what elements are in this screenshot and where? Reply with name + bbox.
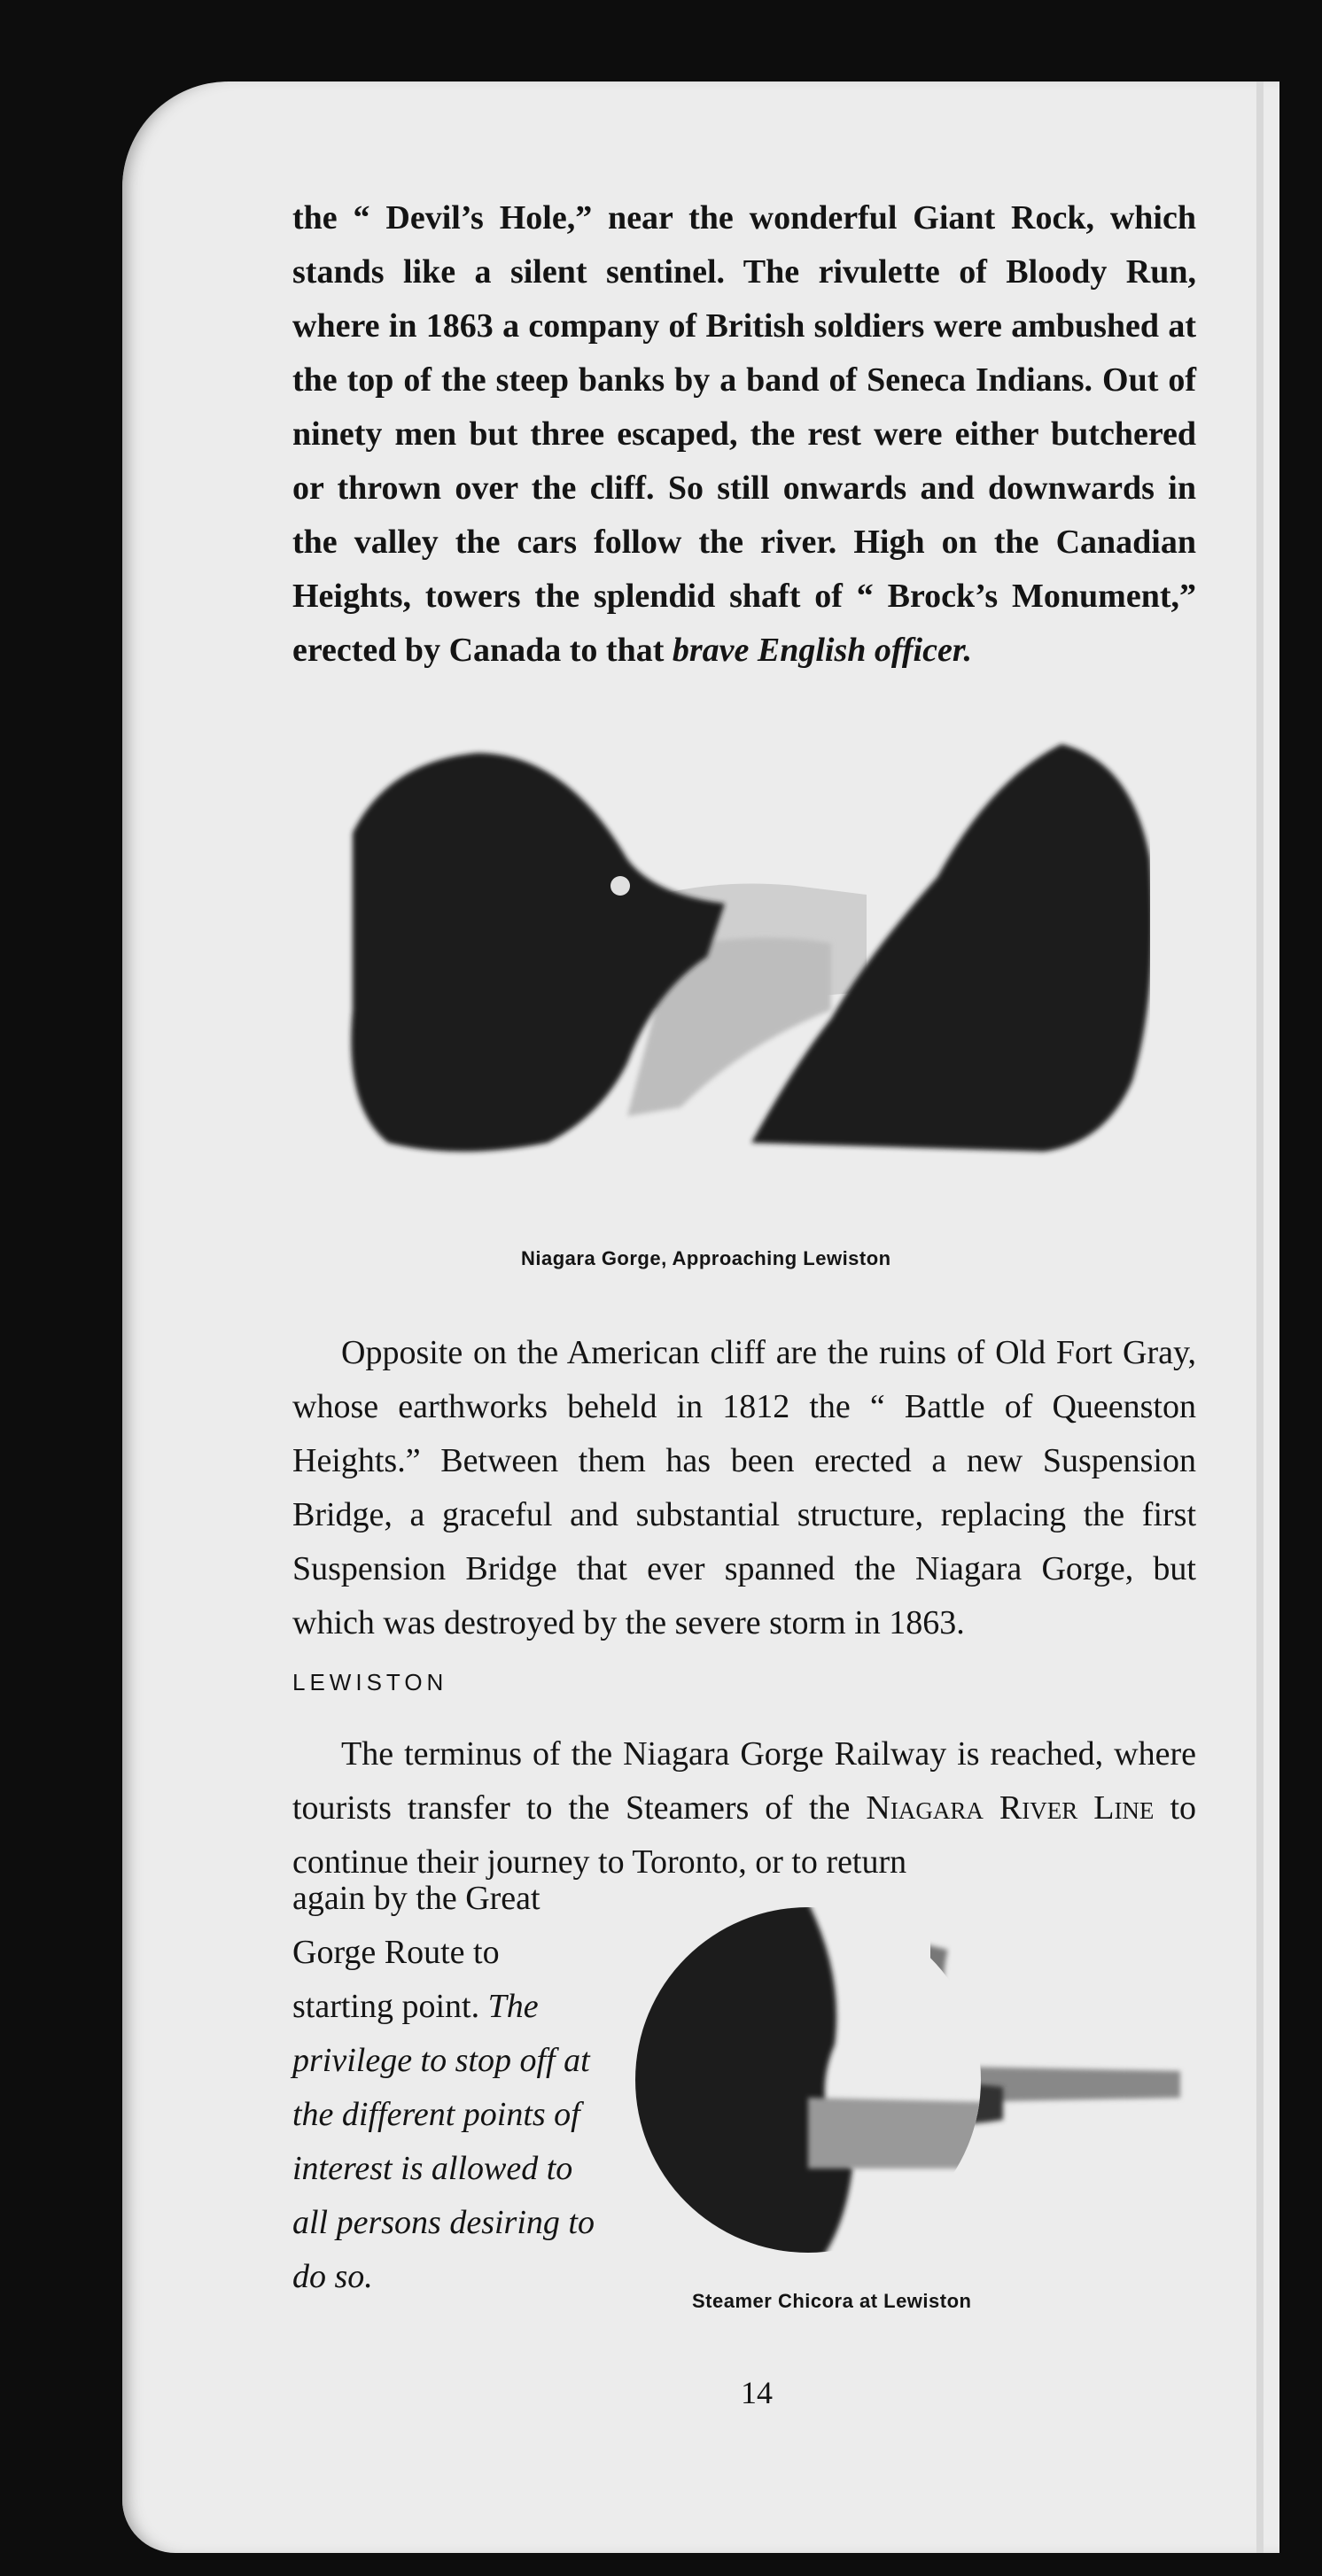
page-edge (1256, 81, 1264, 2553)
paragraph-text: again by the Great Gorge Route to starting point. (292, 1880, 540, 2025)
paragraph-text: Opposite on the American cliff are the ruins of Old Fort Gray, whose earthworks beheld in 1812 the “ Battle of Queenston Heights.” Between them has been erected a new Suspension Bridge, a graceful and substantial structure, replacing the first Suspension Bridge that ever spanned the Niagara Gorge, but which was destroyed by the severe storm in 1863. (292, 1334, 1196, 1641)
paragraph-text: The terminus of the Niagara Gorge Railway is reached, where tourists transfer to the Steamers of the (292, 1735, 1196, 1827)
paragraph-old-fort-gray (292, 1326, 1196, 1650)
figure-caption: Steamer Chicora at Lewiston (692, 2290, 972, 2312)
paragraph-italic-text: brave English officer. (672, 632, 973, 669)
paragraph-lewiston (292, 1727, 1196, 1889)
niagara-gorge-photo (335, 726, 1150, 1160)
paragraph-devils-hole (292, 191, 1196, 678)
page-number: 14 (741, 2375, 773, 2410)
paragraph-text: the “ Devil’s Hole,” near the wonderful Giant Rock, which stands like a silent sentinel. The rivulette of Bloody Run, where in 1863 a company of British soldiers were ambushed at the top of the steep banks by a band of Seneca Indians. Out of ninety men but three escaped, the rest were either butchered or thrown over the cliff. So still onwards and downwards in the valley the cars follow the river. High on the Canadian Heights, towers the splendid shaft of “ Brock’s Monument,” erected by Canada to that (292, 199, 1196, 669)
paragraph-italic-text: The privilege to stop off at the different points of interest is allowed to all persons desiring to do so. (292, 1988, 595, 2295)
paragraph-text-end: to continue their journey to Toronto, or to return (292, 1789, 1197, 1881)
steamer-chicora-photo (631, 1903, 1198, 2275)
small-caps-text: Niagara River Line (866, 1789, 1155, 1827)
section-heading: LEWISTON (292, 1669, 448, 1695)
paragraph-lewiston-continued (292, 1872, 598, 2304)
figure-caption: Niagara Gorge, Approaching Lewiston (521, 1247, 891, 1269)
